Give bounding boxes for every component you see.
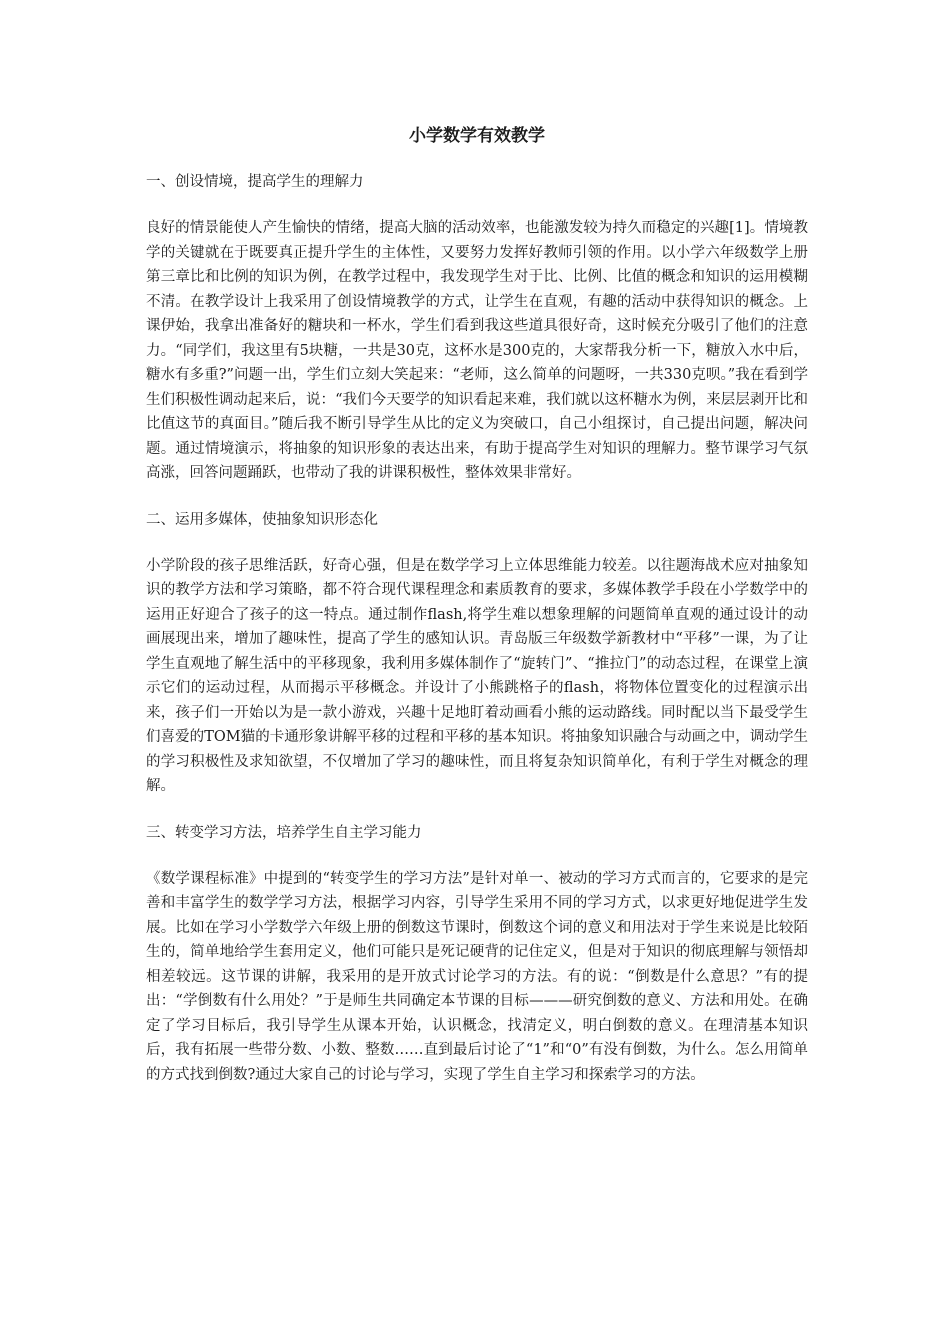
section-3-heading: 三、转变学习方法，培养学生自主学习能力 <box>146 824 422 841</box>
section-1-heading: 一、创设情境，提高学生的理解力 <box>146 174 364 190</box>
document-page <box>146 124 808 1109</box>
section-3-paragraph: 《数学课程标准》中提到的“转变学生的学习方法”是针对单一、被动的学习方式而言的，它要求的是完善和丰富学生的数学学习方法，根据学习内容，引导学生采用不同的学习方式，以求更好地促进学生发展。比如在学习小学数学六年级上册的倒数这节课时，倒数这个词的意义和用法对于学生来说是比较陌生的，简单地给学生套用定义，他们可能只是死记硬背的记住定义，但是对于知识的彻底理解与领悟却相差较远。这节课的讲解，我采用的是开放式讨论学习的方法。有的说：“倒数是什么意思？”有的提出：“学倒数有什么用处？”于是师生共同确定本节课的目标———研究倒数的意义、方法和用处。在确定了学习目标后，我引导学生从课本开始，认识概念，找清定义，明白倒数的意义。在理清基本知识后，我有拓展一些带分数、小数、整数……直到最后讨论了“1”和“0”有没有倒数，为什么。怎么用简单的方式找到倒数?通过大家自己的讨论与学习，实现了学生自主学习和探索学习的方法。 <box>146 870 808 1083</box>
document-title: 小学数学有效教学 <box>409 126 545 146</box>
section-2-paragraph: 小学阶段的孩子思维活跃，好奇心强，但是在数学学习上立体思维能力较差。以往题海战术应对抽象知识的教学方法和学习策略，都不符合现代课程理念和素质教育的要求，多媒体教学手段在小学数学中的运用正好迎合了孩子的这一特点。通过制作flash,将学生难以想象理解的问题简单直观的通过设计的动画展现出来，增加了趣味性，提高了学生的感知认识。青岛版三年级数学新教材中“平移”一课，为了让学生直观地了解生活中的平移现象，我利用多媒体制作了“旋转门”、“推拉门”的动态过程，在课堂上演示它们的运动过程，从而揭示平移概念。并设计了小熊跳格子的flash，将物体位置变化的过程演示出来，孩子们一开始以为是一款小游戏，兴趣十足地盯着动画看小熊的运动路线。同时配以当下最受学生们喜爱的TOM猫的卡通形象讲解平移的过程和平移的基本知识。将抽象知识融合与动画之中，调动学生的学习积极性及求知欲望，不仅增加了学习的趣味性，而且将复杂知识简单化，有利于学生对概念的理解。 <box>146 557 808 794</box>
section-1-paragraph: 良好的情景能使人产生愉快的情绪，提高大脑的活动效率，也能激发较为持久而稳定的兴趣[1]。情境教学的关键就在于既要真正提升学生的主体性，又要努力发挥好教师引领的作用。以小学六年级数学上册第三章比和比例的知识为例，在教学过程中，我发现学生对于比、比例、比值的概念和知识的运用模糊不清。在教学设计上我采用了创设情境教学的方式，让学生在直观，有趣的活动中获得知识的概念。上课伊始，我拿出准备好的糖块和一杯水，学生们看到我这些道具很好奇，这时候充分吸引了他们的注意力。“同学们，我这里有5块糖，一共是30克，这杯水是300克的，大家帮我分析一下，糖放入水中后，糖水有多重?”问题一出，学生们立刻大笑起来：“老师，这么简单的问题呀，一共330克呗。”我在看到学生们积极性调动起来后，说：“我们今天要学的知识看起来难，我们就以这杯糖水为例，来层层剥开比和比值这节的真面目。”随后我不断引导学生从比的定义为突破口，自己小组探讨，自己提出问题，解决问题。通过情境演示，将抽象的知识形象的表达出来，有助于提高学生对知识的理解力。整节课学习气氛高涨，回答问题踊跃，也带动了我的讲课积极性，整体效果非常好。 <box>146 220 808 481</box>
section-2-heading: 二、运用多媒体，使抽象知识形态化 <box>146 511 378 528</box>
